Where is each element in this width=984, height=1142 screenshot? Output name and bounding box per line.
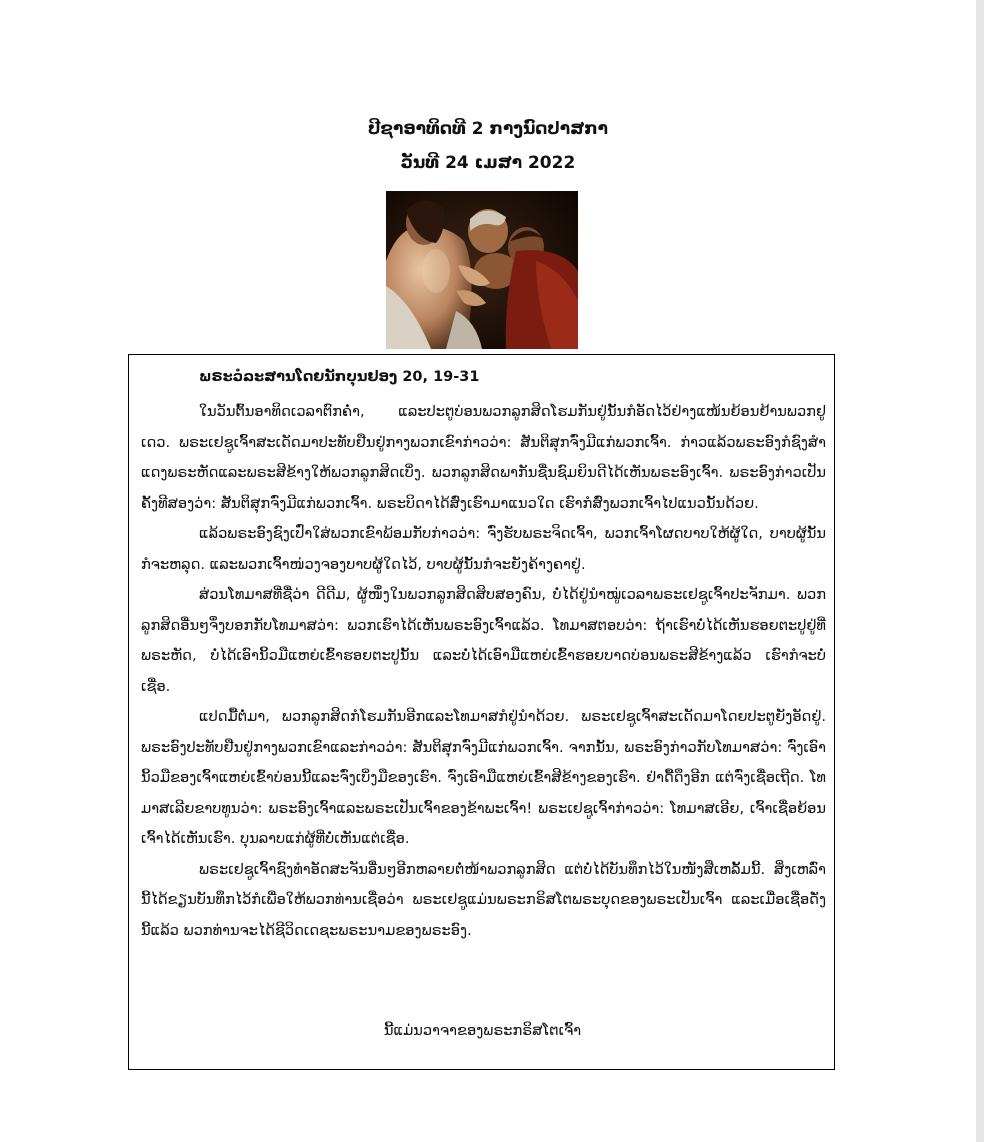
- reading-paragraph: ແລ້ວພຣະອົງຊົງເປົ່າໃສ່ພວກເຂົາພ້ອມກັບກ່າວວ່າ: ຈົ່ງຮັບພຣະຈິດເຈົ້າ, ພວກເຈົ້າໂຜດບາບໃຫ້ຜູ້ໃດ, ບາບຜູ້ນັ້ນກໍຈະຫລຸດ. ແລະພວກເຈົ້າໜ່ວງຈອງບາບຜູ້ໃດໄວ້, ບາບຜູ້ນັ້ນກໍຈະຍັງຄ້າງຄາຢູ່.: [141, 525, 826, 573]
- reading-text: [141, 397, 826, 946]
- reading-paragraph: ແປດມື້ຕໍ່ມາ, ພວກລູກສິດກໍໂຮມກັນອີກແລະໂທມາສກໍຢູ່ນໍາດ້ວຍ. ພຣະເຢຊູເຈົ້າສະເດັດມາໂດຍປະຕູຍັງອັດຢູ່. ພຣະອົງປະທັບຢືນຢູ່ກາງພວກເຂົາແລະກ່າວວ່າ: ສັນຕິສຸກຈົ່ງມີແກ່ພວກເຈົ້າ. ຈາກນັ້ນ, ພຣະອົງກ່າວກັບໂທມາສວ່າ: ຈົ່ງເອົານິ້ວມືຂອງເຈົ້າແຫຍ່ເຂົ້າບ່ອນນີ້ແລະຈົ່ງເບິ່ງມືຂອງເຮົາ. ຈົ່ງເອົາມືແຫຍ່ເຂົ້າສີຂ້າງຂອງເຮົາ. ຢ່າດື້ດຶງອີກ ແຕ່ຈົ່ງເຊື່ອເຖີດ. ໂທມາສເລີຍຂາບທູນວ່າ: ພຣະອົງເຈົ້າແລະພຣະເປັນເຈົ້າຂອງຂ້າພະເຈົ້າ! ພຣະເຢຊູເຈົ້າກ່າວວ່າ: ໂທມາສເອີຍ, ເຈົ້າເຊື່ອຍ້ອນເຈົ້າໄດ້ເຫັນເຮົາ. ບຸນລາບແກ່ຜູ້ທີ່ບໍ່ເຫັນແຕ່ເຊື່ອ.: [141, 708, 826, 847]
- reading-paragraph: ພຣະເຢຊູເຈົ້າຊົງທໍາອັດສະຈັນອື່ນໆອີກຫລາຍຕໍ່ໜ້າພວກລູກສິດ ແຕ່ບໍ່ໄດ້ບັນທຶກໄວ້ໃນໜັງສືເຫລັ້ມນີ້. ສິ່ງເຫລົ່ານີ້ໄດ້ຂຽນບັນທຶກໄວ້ກໍເພື່ອໃຫ້ພວກທ່ານເຊື່ອວ່າ ພຣະເຢຊູແມ່ນພຣະກຣິສໂຕພຣະບຸດຂອງພຣະເປັນເຈົ້າ ແລະເມື່ອເຊື່ອດັ່ງນີ້ແລ້ວ ພວກທ່ານຈະໄດ້ຊີວິດເດຊະພຣະນາມຂອງພຣະອົງ.: [141, 860, 826, 939]
- reading-closing: ນີ້ແມ່ນວາຈາຂອງພຣະກຣິສໂຕເຈົ້າ: [383, 1022, 582, 1039]
- reading-paragraph: ໃນວັນຕົ້ນອາທິດເວລາຕົກຄໍ່າ, ແລະປະຕູບ່ອນພວກລູກສິດໂຮມກັນຢູ່ນັ້ນກໍອັດໄວ້ຢ່າງແໜ້ນຍ້ອນຢ້ານພວກຢູເດວ. ພຣະເຢຊູເຈົ້າສະເດັດມາປະທັບຢືນຢູ່ກາງພວກເຂົາກ່າວວ່າ: ສັນຕິສຸກຈົ່ງມີແກ່ພວກເຈົ້າ. ກ່າວແລ້ວພຣະອົງກໍຊົງສໍາແດງພຣະຫັດແລະພຣະສີຂ້າງໃຫ້ພວກລູກສິດເບິ່ງ. ພວກລູກສິດພາກັນຊື່ນຊົມຍິນດີໄດ້ເຫັນພຣະອົງເຈົ້າ. ພຣະອົງກ່າວເປັນຄັ້ງທີສອງວ່າ: ສັນຕິສຸກຈົ່ງມີແກ່ພວກເຈົ້າ. ພຣະບິດາໄດ້ສົ່ງເຮົາມາແນວໃດ ເຮົາກໍສົ່ງພວກເຈົ້າໄປແນວນັ້ນດ້ວຍ.: [141, 403, 826, 512]
- gospel-painting-image: [386, 191, 578, 349]
- gospel-reading-box: [128, 354, 835, 1070]
- page-date: ວັນທີ 24 ເມສາ 2022: [400, 153, 576, 173]
- scrollbar-track[interactable]: [976, 0, 984, 1142]
- reading-title: ພຣະວໍລະສານໂດຍນັກບຸນຢອງ 20, 19-31: [199, 369, 480, 385]
- reading-paragraph: ສ່ວນໂທມາສທີ່ຊື່ວ່າ ດີດີມ, ຜູ້ໜຶ່ງໃນພວກລູກສິດສິບສອງຄົນ, ບໍ່ໄດ້ຢູ່ນໍາໝູ່ເວລາພຣະເຢຊູເຈົ້າປະຈັກມາ. ພວກລູກສິດອື່ນໆຈຶ່ງບອກກັບໂທມາສວ່າ: ພວກເຮົາໄດ້ເຫັນພຣະອົງເຈົ້າແລ້ວ. ໂທມາສຕອບວ່າ: ຖ້າເຮົາບໍ່ໄດ້ເຫັນຮອຍຕະປູຢູ່ທີ່ພຣະຫັດ, ບໍ່ໄດ້ເອົານິ້ວມືແຫຍ່ເຂົ້າຮອຍຕະປູນັ້ນ ແລະບໍ່ໄດ້ເອົາມືແຫຍ່ເຂົ້າຮອຍບາດບ່ອນພຣະສີຂ້າງແລ້ວ ເຮົາກໍຈະບໍ່ເຊື່ອ.: [141, 586, 826, 695]
- page-title: ປີຊາອາທິດທີ 2 ກາງນົດປາສກາ: [367, 119, 608, 139]
